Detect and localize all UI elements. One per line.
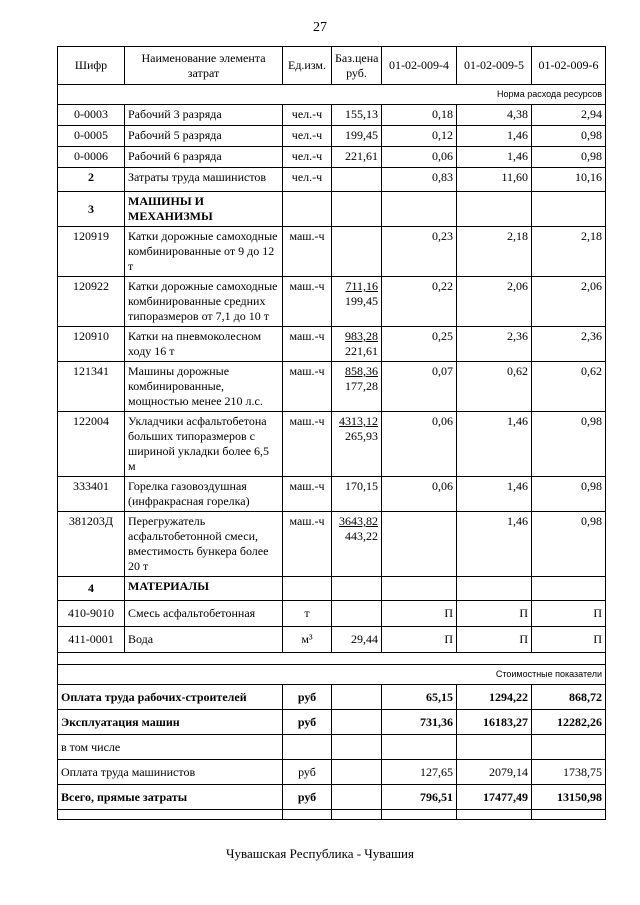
empty-cell [332, 192, 382, 227]
price-bottom: 443,22 [345, 529, 378, 543]
name-cell: Перегружатель асфальтобетонной смеси, вместимость бункера более 20 т [125, 512, 283, 577]
value-cell: 796,51 [382, 785, 457, 810]
table-row [58, 601, 606, 627]
name-cell: Укладчики асфальтобетона больших типоразмеров с шириной укладки более 6,5 м [125, 412, 283, 477]
empty-cell [283, 192, 332, 227]
unit-cell: маш.-ч [283, 477, 332, 512]
code-cell: 120922 [58, 277, 125, 327]
unit-cell: руб [283, 785, 332, 810]
price-cell [332, 710, 382, 735]
value-cell: 0,62 [457, 362, 532, 412]
empty-cell [332, 810, 382, 820]
value-cell [382, 512, 457, 577]
header-col1: 01-02-009-4 [382, 47, 457, 85]
price-cell [332, 168, 382, 192]
name-cell: Горелка газовоздушная (инфракрасная горелка) [125, 477, 283, 512]
price-bottom: 177,28 [345, 379, 378, 393]
unit-cell: т [283, 601, 332, 627]
value-cell: 0,18 [382, 105, 457, 126]
value-cell: 2,36 [457, 327, 532, 362]
summary-row [58, 710, 606, 735]
value-cell: 0,98 [532, 477, 606, 512]
code-cell: 0-0005 [58, 126, 125, 147]
value-cell: 868,72 [532, 685, 606, 710]
unit-cell: руб [283, 685, 332, 710]
header-unit: Ед.изм. [283, 47, 332, 85]
value-cell: 1,46 [457, 477, 532, 512]
code-cell: 120919 [58, 227, 125, 277]
price-bottom: 221,61 [345, 344, 378, 358]
unit-cell: маш.-ч [283, 512, 332, 577]
cost-label-row [58, 665, 606, 685]
value-cell: 127,65 [382, 760, 457, 785]
value-cell: 10,16 [532, 168, 606, 192]
price-cell [332, 277, 382, 327]
page-number: 27 [313, 20, 327, 35]
value-cell: 1,46 [457, 512, 532, 577]
name-cell: Катки дорожные самоходные комбинированные средних типоразмеров от 7,1 до 10 т [125, 277, 283, 327]
unit-cell [283, 735, 332, 760]
summary-row [58, 685, 606, 710]
value-cell: П [532, 627, 606, 653]
value-cell: 0,98 [532, 126, 606, 147]
table-row [58, 512, 606, 577]
name-cell: Затраты труда машинистов [125, 168, 283, 192]
value-cell: 2,06 [532, 277, 606, 327]
code-cell: 3 [58, 192, 125, 227]
value-cell: 0,98 [532, 147, 606, 168]
unit-cell: руб [283, 710, 332, 735]
value-cell: П [532, 601, 606, 627]
empty-cell [283, 577, 332, 601]
value-cell: 0,06 [382, 477, 457, 512]
value-cell: 731,36 [382, 710, 457, 735]
header-col3: 01-02-009-6 [532, 47, 606, 85]
empty-cell [457, 810, 532, 820]
name-cell: Машины дорожные комбинированные, мощностью менее 210 л.с. [125, 362, 283, 412]
value-cell: 2,36 [532, 327, 606, 362]
value-cell: 0,83 [382, 168, 457, 192]
name-cell: Смесь асфальтобетонная [125, 601, 283, 627]
price-cell: 29,44 [332, 627, 382, 653]
empty-cell [332, 577, 382, 601]
value-cell [457, 735, 532, 760]
table-row [58, 362, 606, 412]
price-cell [332, 327, 382, 362]
unit-cell: чел.-ч [283, 168, 332, 192]
section-label: Стоимостные показатели [58, 665, 606, 685]
code-cell: 120910 [58, 327, 125, 362]
price-cell [332, 227, 382, 277]
empty-cell [532, 577, 606, 601]
summary-row [58, 735, 606, 760]
code-cell: 0-0003 [58, 105, 125, 126]
value-cell: 2,18 [457, 227, 532, 277]
unit-cell: м³ [283, 627, 332, 653]
spacer-cell [58, 653, 606, 665]
header-code: Шифр [58, 47, 125, 85]
value-cell: 2,06 [457, 277, 532, 327]
value-cell: 0,23 [382, 227, 457, 277]
summary-label: в том числе [58, 735, 283, 760]
code-cell: 2 [58, 168, 125, 192]
price-top: 3643,82 [339, 514, 378, 528]
unit-cell: руб [283, 760, 332, 785]
value-cell: 0,07 [382, 362, 457, 412]
table-row [58, 168, 606, 192]
table-row [58, 227, 606, 277]
summary-label: Оплата труда машинистов [58, 760, 283, 785]
value-cell: 2,18 [532, 227, 606, 277]
code-cell: 4 [58, 577, 125, 601]
value-cell: 1738,75 [532, 760, 606, 785]
price-top: 4313,12 [339, 414, 378, 428]
unit-cell: чел.-ч [283, 147, 332, 168]
table-row [58, 477, 606, 512]
table-row [58, 412, 606, 477]
value-cell: 2,94 [532, 105, 606, 126]
value-cell: 1,46 [457, 126, 532, 147]
code-cell: 121341 [58, 362, 125, 412]
empty-cell [457, 577, 532, 601]
table-row [58, 627, 606, 653]
value-cell: 17477,49 [457, 785, 532, 810]
price-cell [332, 735, 382, 760]
price-top: 983,28 [345, 329, 378, 343]
empty-cell [457, 192, 532, 227]
table-row [58, 327, 606, 362]
table-row [58, 277, 606, 327]
value-cell [382, 735, 457, 760]
price-cell [332, 512, 382, 577]
value-cell: 12282,26 [532, 710, 606, 735]
norm-label-row [58, 85, 606, 105]
name-cell: Катки на пневмоколесном ходу 16 т [125, 327, 283, 362]
summary-label: Оплата труда рабочих-строителей [58, 685, 283, 710]
table-row [58, 126, 606, 147]
code-cell: 122004 [58, 412, 125, 477]
name-cell: Рабочий 5 разряда [125, 126, 283, 147]
unit-cell: чел.-ч [283, 126, 332, 147]
resource-norms-table [57, 46, 606, 820]
empty-cell [58, 810, 283, 820]
value-cell: 0,22 [382, 277, 457, 327]
spacer-row [58, 653, 606, 665]
footer-region: Чувашская Республика - Чувашия [226, 846, 414, 861]
empty-cell [283, 810, 332, 820]
table-header-row [58, 47, 606, 85]
price-cell: 221,61 [332, 147, 382, 168]
name-cell: Катки дорожные самоходные комбинированные от 9 до 12 т [125, 227, 283, 277]
value-cell: 11,60 [457, 168, 532, 192]
unit-cell: маш.-ч [283, 327, 332, 362]
price-cell: 155,13 [332, 105, 382, 126]
price-bottom: 199,45 [345, 294, 378, 308]
value-cell: 65,15 [382, 685, 457, 710]
table-row [58, 577, 606, 601]
value-cell: 1,46 [457, 412, 532, 477]
summary-label: Эксплуатация машин [58, 710, 283, 735]
summary-row [58, 760, 606, 785]
name-cell: МАШИНЫ И МЕХАНИЗМЫ [125, 192, 283, 227]
value-cell: 1294,22 [457, 685, 532, 710]
price-cell [332, 685, 382, 710]
code-cell: 381203Д [58, 512, 125, 577]
unit-cell: маш.-ч [283, 277, 332, 327]
name-cell: Вода [125, 627, 283, 653]
header-name: Наименование элемента затрат [125, 47, 283, 85]
value-cell: П [382, 627, 457, 653]
summary-label: Всего, прямые затраты [58, 785, 283, 810]
price-cell [332, 412, 382, 477]
price-cell [332, 601, 382, 627]
price-top: 858,36 [345, 364, 378, 378]
value-cell: 0,06 [382, 147, 457, 168]
value-cell: 1,46 [457, 147, 532, 168]
code-cell: 410-9010 [58, 601, 125, 627]
value-cell: 0,98 [532, 512, 606, 577]
unit-cell: маш.-ч [283, 412, 332, 477]
empty-cell [382, 810, 457, 820]
empty-cell [532, 192, 606, 227]
value-cell: 13150,98 [532, 785, 606, 810]
bottom-row [58, 810, 606, 820]
value-cell: 0,06 [382, 412, 457, 477]
value-cell: П [457, 601, 532, 627]
price-cell [332, 477, 382, 512]
name-cell: Рабочий 6 разряда [125, 147, 283, 168]
name-cell: Рабочий 3 разряда [125, 105, 283, 126]
value-cell: 16183,27 [457, 710, 532, 735]
empty-cell [532, 810, 606, 820]
value-cell: П [457, 627, 532, 653]
price-top: 711,16 [345, 279, 378, 293]
unit-cell: маш.-ч [283, 362, 332, 412]
value-cell: П [382, 601, 457, 627]
section-label: Норма расхода ресурсов [58, 85, 606, 105]
value-cell: 0,62 [532, 362, 606, 412]
code-cell: 333401 [58, 477, 125, 512]
unit-cell: маш.-ч [283, 227, 332, 277]
value-cell [532, 735, 606, 760]
table-row [58, 147, 606, 168]
summary-row [58, 785, 606, 810]
code-cell: 0-0006 [58, 147, 125, 168]
empty-cell [382, 577, 457, 601]
price-bottom: 265,93 [345, 429, 378, 443]
value-cell: 0,98 [532, 412, 606, 477]
empty-cell [382, 192, 457, 227]
header-price: Баз.цена руб. [332, 47, 382, 85]
code-cell: 411-0001 [58, 627, 125, 653]
table-row [58, 105, 606, 126]
price-cell [332, 362, 382, 412]
unit-cell: чел.-ч [283, 105, 332, 126]
price-bottom: 170,15 [345, 479, 378, 493]
name-cell: МАТЕРИАЛЫ [125, 577, 283, 601]
header-col2: 01-02-009-5 [457, 47, 532, 85]
value-cell: 4,38 [457, 105, 532, 126]
price-cell: 199,45 [332, 126, 382, 147]
price-cell [332, 785, 382, 810]
value-cell: 2079,14 [457, 760, 532, 785]
table-row [58, 192, 606, 227]
value-cell: 0,12 [382, 126, 457, 147]
price-cell [332, 760, 382, 785]
value-cell: 0,25 [382, 327, 457, 362]
